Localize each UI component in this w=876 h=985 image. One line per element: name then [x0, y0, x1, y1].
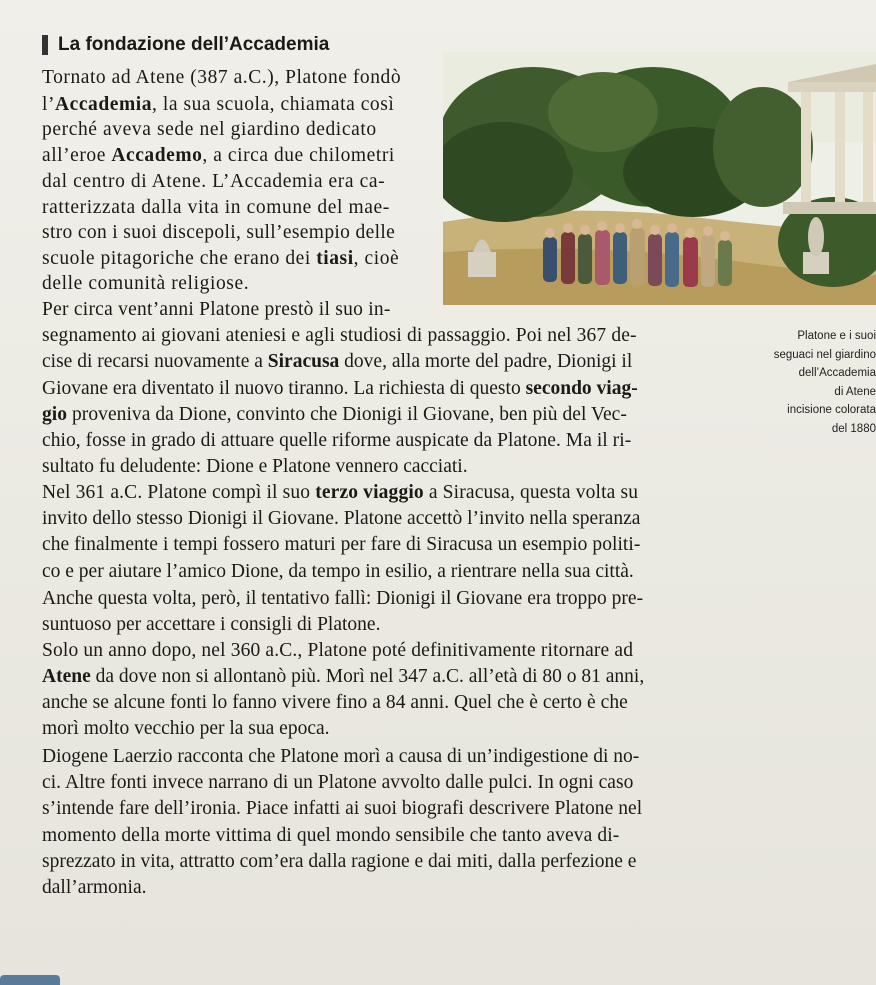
caption-line: dell’Accademia	[798, 367, 876, 379]
text-run: dal centro di Atene. L’Accademia era ca-	[42, 171, 386, 192]
bold-term: secondo viag-	[525, 378, 638, 399]
text-line	[42, 66, 401, 90]
text-run: momento della morte vittima di quel mondo sensibile che tanto aveva di-	[42, 825, 620, 846]
text-line	[42, 771, 633, 795]
text-run: stro con i suoi discepoli, sull’esempio delle	[42, 222, 396, 243]
text-run: , a circa due chilometri	[202, 145, 395, 166]
text-run: invito dello stesso Dionigi il Giovane. Platone accettò l’invito nella speranza	[42, 508, 641, 529]
text-line	[42, 429, 631, 453]
philosophers-group	[543, 219, 732, 287]
text-run: , cioè	[353, 248, 400, 269]
title-marker	[42, 35, 48, 55]
bold-term: Accademia	[55, 94, 153, 115]
text-run: Anche questa volta, però, il tentativo fallì: Dionigi il Giovane era troppo pre-	[42, 588, 644, 609]
text-run: Solo un anno dopo, nel 360 a.C., Platone poté definitivamente ritornare ad	[42, 640, 634, 661]
section-title	[42, 34, 329, 56]
caption-line: Platone e i suoi	[797, 330, 876, 342]
section-title-text: La fondazione dell’Accademia	[58, 34, 330, 55]
caption-line: del 1880	[831, 422, 876, 435]
caption-line: di Atene	[834, 385, 876, 398]
text-run: delle comunità religiose.	[42, 273, 250, 294]
text-run: Tornato ad Atene (387 a.C.), Platone fondò	[42, 67, 402, 88]
text-run: ratterizzata dalla vita in comune del mae-	[42, 197, 390, 218]
text-run: proveniva da Dione, convinto che Dionigi il Giovane, ben più del Vec-	[67, 404, 627, 425]
page-edge-tab	[0, 975, 60, 985]
text-run: l’	[42, 94, 56, 115]
text-run: s’intende fare dell’ironia. Piace infatti ai suoi biografi descrivere Platone nel	[42, 798, 643, 819]
text-line	[42, 298, 391, 322]
bold-term: Atene	[42, 666, 91, 687]
text-run: sprezzato in vita, attratto com’era dalla ragione e dai miti, dalla perfezione e	[42, 851, 637, 872]
text-line	[42, 481, 638, 505]
text-line	[42, 850, 636, 874]
text-line	[42, 533, 640, 557]
text-run: , la sua scuola, chiamata così	[152, 94, 395, 115]
text-line	[42, 272, 249, 296]
academy-illustration	[443, 52, 876, 305]
text-line	[42, 403, 627, 427]
text-line	[42, 93, 394, 117]
text-run: chio, fosse in grado di attuare quelle riforme auspicate da Platone. Ma il ri-	[42, 430, 632, 451]
text-run: morì molto vecchio per la sua epoca.	[42, 718, 330, 739]
caption-line: seguaci nel giardino	[773, 348, 876, 361]
image-caption	[746, 327, 876, 438]
text-line	[42, 350, 632, 374]
caption-line: incisione colorata	[787, 404, 876, 416]
text-line	[42, 455, 468, 479]
text-line	[42, 377, 638, 401]
text-run: co e per aiutare l’amico Dione, da tempo in esilio, a rientrare nella sua città.	[42, 561, 634, 582]
text-line	[42, 824, 619, 848]
bold-term: gio	[42, 404, 68, 425]
text-run: cise di recarsi nuovamente a	[42, 351, 268, 372]
text-run: che finalmente i tempi fossero maturi per fare di Siracusa un esempio politi-	[42, 534, 641, 555]
text-run: all’eroe	[42, 145, 112, 166]
text-run: Giovane era diventato il nuovo tiranno. La richiesta di questo	[42, 378, 526, 399]
text-line	[42, 797, 642, 821]
text-run: sultato fu deludente: Dione e Platone vennero cacciati.	[42, 456, 468, 477]
text-line	[42, 247, 399, 271]
text-line	[42, 144, 395, 168]
text-run: Nel 361 a.C. Platone compì il suo	[42, 482, 316, 503]
text-line	[42, 639, 633, 663]
text-line	[42, 665, 644, 689]
text-run: ci. Altre fonti invece narrano di un Platone avvolto dalle pulci. In ogni caso	[42, 772, 634, 793]
illustration-svg	[443, 52, 876, 305]
text-line	[42, 613, 380, 637]
text-run: scuole pitagoriche che erano dei	[42, 248, 317, 269]
bold-term: Accademo	[111, 145, 203, 166]
text-run: suntuoso per accettare i consigli di Platone.	[42, 614, 381, 635]
text-run: perché aveva sede nel giardino dedicato	[42, 119, 377, 140]
text-run: Diogene Laerzio racconta che Platone morì a causa di un’indigestione di no-	[42, 746, 640, 767]
text-line	[42, 745, 639, 769]
text-line	[42, 324, 637, 348]
text-line	[42, 560, 634, 584]
text-line	[42, 876, 147, 900]
text-line	[42, 221, 395, 245]
text-run: da dove non si allontanò più. Morì nel 347 a.C. all’età di 80 o 81 anni,	[90, 666, 645, 687]
text-run: anche se alcune fonti lo fanno vivere fino a 84 anni. Quel che è certo è che	[42, 692, 628, 713]
text-line	[42, 691, 628, 715]
text-line	[42, 507, 640, 531]
text-line	[42, 118, 377, 142]
text-run: Per circa vent’anni Platone prestò il suo in-	[42, 299, 391, 320]
text-line	[42, 196, 390, 220]
text-line	[42, 717, 330, 741]
text-run: a Siracusa, questa volta su	[423, 482, 639, 503]
bold-term: tiasi	[316, 248, 354, 269]
text-run: segnamento ai giovani ateniesi e agli studiosi di passaggio. Poi nel 367 de-	[42, 325, 637, 346]
text-line	[42, 587, 643, 611]
text-run: dove, alla morte del padre, Dionigi il	[339, 351, 633, 372]
bold-term: terzo viaggio	[315, 482, 424, 503]
bold-term: Siracusa	[267, 351, 340, 372]
text-line	[42, 170, 385, 194]
text-run: dall’armonia.	[42, 877, 147, 898]
